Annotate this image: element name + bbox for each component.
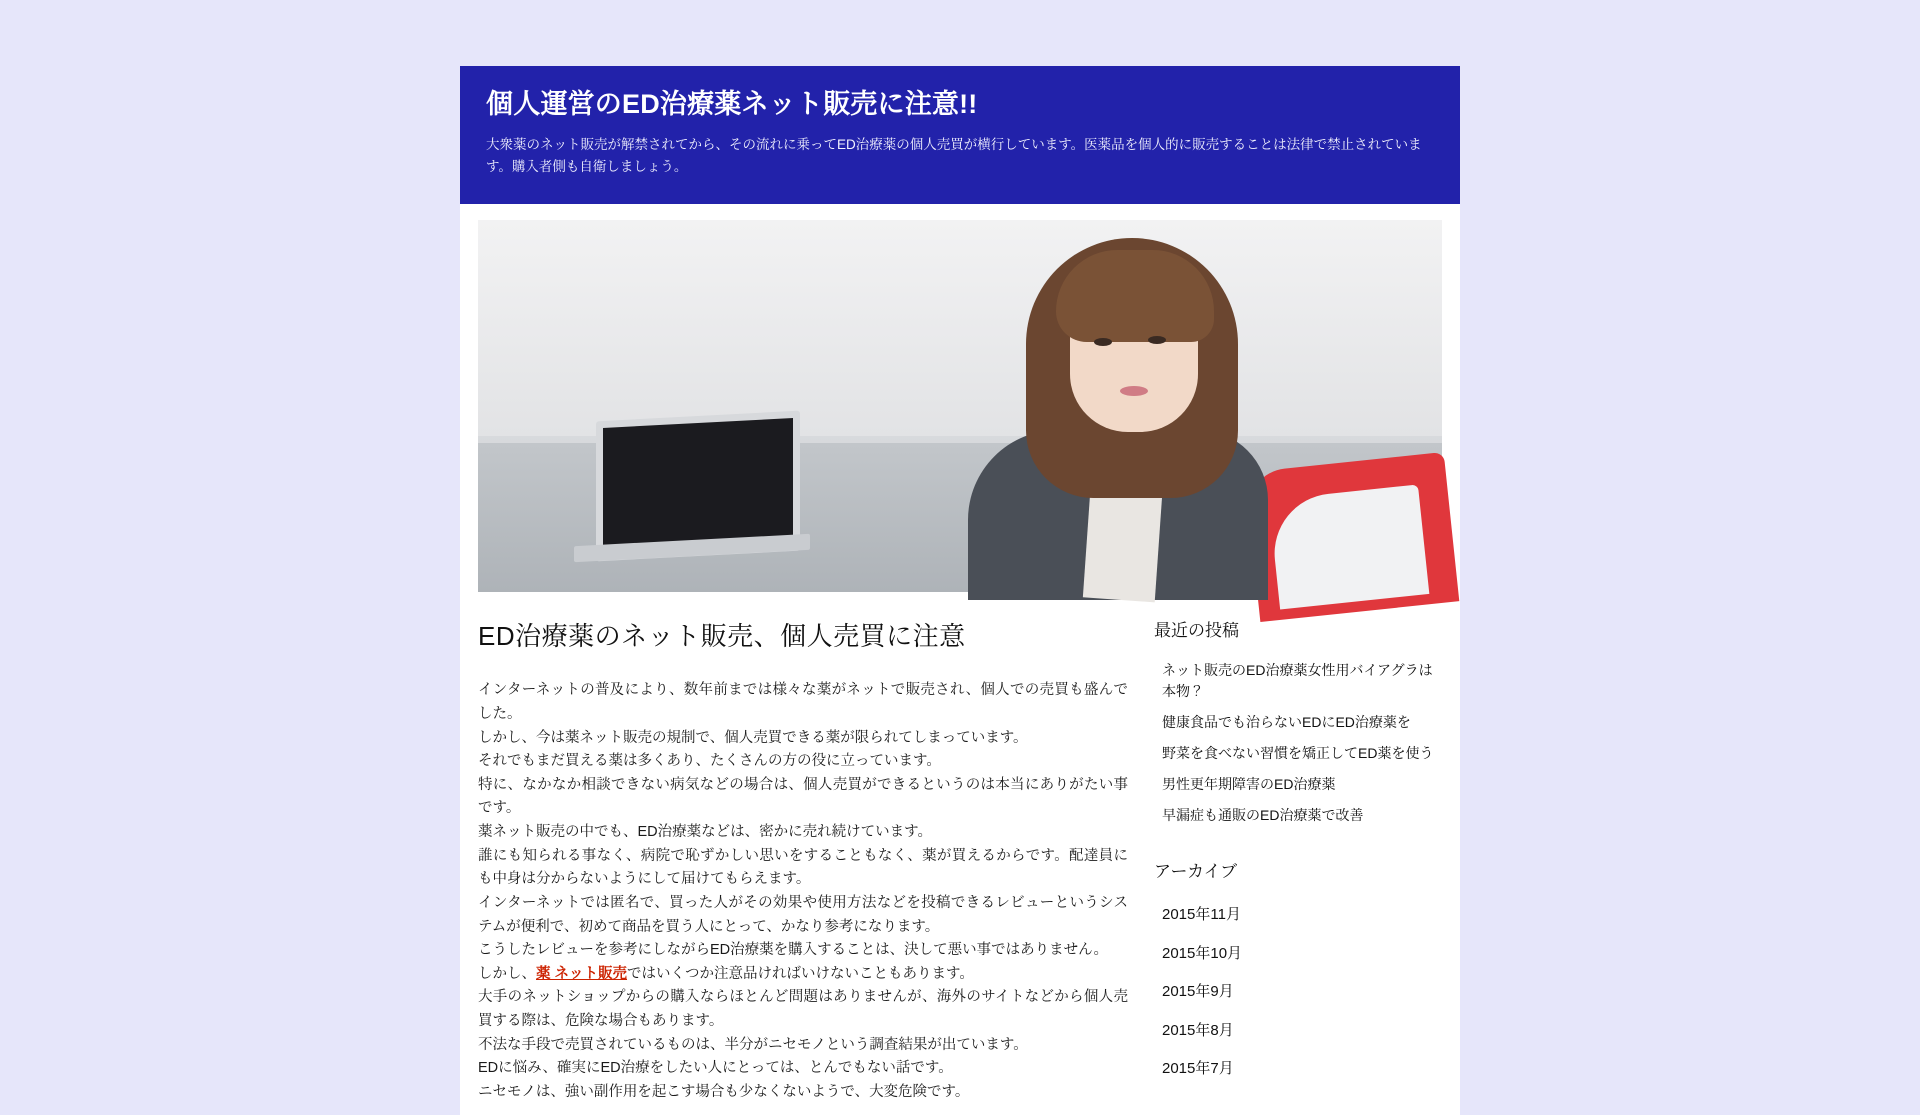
drug-online-sales-link[interactable]: 薬 ネット販売 (536, 965, 628, 982)
post-paragraph: 誰にも知られる事なく、病院で恥ずかしい思いをすることもなく、薬が買えるからです。配達員にも中身は分からないようにして届けてもらえます。 (478, 847, 1128, 888)
post-paragraph: EDに悩み、確実にED治療をしたい人にとっては、とんでもない話です。 (478, 1060, 953, 1077)
hero-image (478, 220, 1442, 592)
list-item[interactable]: 2015年9月 (1162, 983, 1234, 1001)
list-item[interactable]: 野菜を食べない習慣を矯正してED薬を使う (1162, 745, 1434, 762)
post-title: ED治療薬のネット販売、個人売買に注意 (478, 621, 966, 652)
post-paragraph: こうしたレビューを参考にしながらED治療薬を購入することは、決して悪い事ではありません。 (478, 942, 1109, 959)
post-body (478, 679, 1128, 1104)
article-column (478, 610, 1150, 1115)
site-container (460, 66, 1460, 1115)
post-paragraph: インターネットでは匿名で、買った人がその効果や使用方法などを投稿できるレビューというシステムが便利で、初めて商品を買う人にとって、かなり参考になります。 (478, 894, 1128, 935)
post-paragraph: 薬ネット販売の中でも、ED治療薬などは、密かに売れ続けています。 (478, 824, 932, 841)
widget-title-recent-posts: 最近の投稿 (1154, 621, 1239, 641)
person-hair-front (1056, 250, 1214, 342)
list-item[interactable]: 早漏症も通販のED治療薬で改善 (1162, 807, 1364, 824)
post-paragraph: インターネットの普及により、数年前までは様々な薬がネットで販売され、個人での売買も盛んでした。 (478, 682, 1128, 722)
site-header (460, 66, 1460, 204)
post-paragraph: しかし、今は薬ネット販売の規制で、個人売買できる薬が限られてしまっています。 (478, 729, 1028, 746)
sidebar (1150, 610, 1440, 1115)
post-paragraph: 大手のネットショップからの購入ならほとんど問題はありませんが、海外のサイトなどから個人売買する際は、危険な場合もあります。 (478, 989, 1128, 1030)
recent-posts-list (1154, 655, 1440, 831)
link-paragraph-prefix: しかし、 (478, 965, 536, 982)
list-item[interactable]: 2015年8月 (1162, 1021, 1234, 1039)
list-item[interactable]: 2015年10月 (1162, 944, 1243, 962)
archives-list (1154, 896, 1440, 1089)
post-paragraph: 特に、なかなか相談できない病気などの場合は、個人売買ができるというのは本当にありがたい事です。 (478, 776, 1128, 817)
person-figure (948, 220, 1278, 592)
post-paragraph-with-link (478, 963, 1128, 987)
site-description: 大衆薬のネット販売が解禁されてから、その流れに乗ってED治療薬の個人売買が横行しています。医薬品を個人的に販売することは法律で禁止されています。購入者側も自衛しましょう。 (486, 136, 1422, 175)
list-item[interactable]: 男性更年期障害のED治療薬 (1162, 776, 1336, 793)
post-paragraph: ニセモノは、強い副作用を起こす場合も少なくないようで、大変危険です。 (478, 1083, 970, 1100)
hero-image-wrapper (460, 204, 1460, 592)
content-area (460, 592, 1460, 1115)
widget-recent-posts (1154, 616, 1440, 831)
link-paragraph-suffix: ではいくつか注意品ければいけないこともあります。 (627, 965, 974, 982)
site-title[interactable]: 個人運営のED治療薬ネット販売に注意!! (486, 89, 978, 119)
list-item[interactable]: ネット販売のED治療薬女性用バイアグラは本物？ (1162, 662, 1433, 700)
list-item[interactable]: 2015年7月 (1162, 1060, 1234, 1078)
list-item[interactable]: 健康食品でも治らないEDにED治療薬を (1162, 714, 1411, 731)
widget-title-archives: アーカイブ (1154, 862, 1238, 882)
post-paragraph: それでもまだ買える薬は多くあり、たくさんの方の役に立っています。 (478, 753, 941, 770)
widget-archives (1154, 857, 1440, 1089)
list-item[interactable]: 2015年11月 (1162, 906, 1241, 924)
post-paragraph: 不法な手段で売買されているものは、半分がニセモノという調査結果が出ています。 (478, 1036, 1028, 1053)
